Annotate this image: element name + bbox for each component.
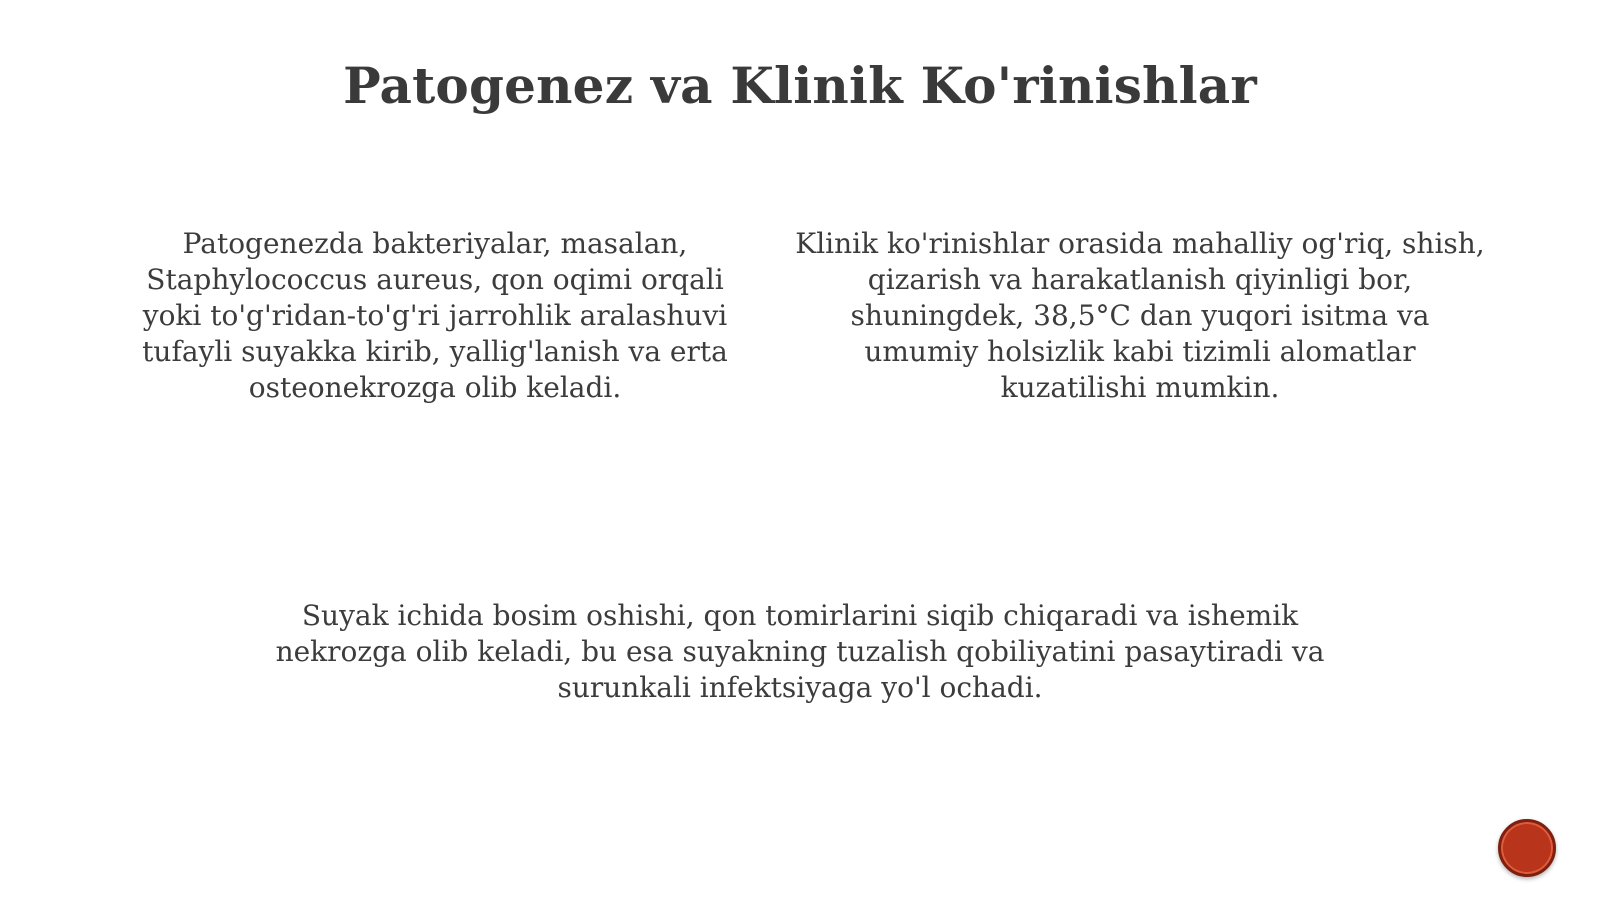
slide-title: Patogenez va Klinik Ko'rinishlar: [343, 56, 1257, 115]
pathogenesis-text: Patogenezda bakteriyalar, masalan, Staphylococcus aureus, qon oqimi orqali yoki to'g'ridan-to'g'ri jarrohlik aralashuvi tufayli suyakka kirib, yallig'lanish va erta osteonekrozga olib keladi.: [142, 227, 728, 404]
ischemic-necrosis-text: Suyak ichida bosim oshishi, qon tomirlarini siqib chiqaradi va ishemik nekrozga olib keladi, bu esa suyakning tuzalish qobiliyatini pasaytiradi va surunkali infektsiyaga yo'l ochadi.: [275, 599, 1325, 704]
clinical-signs-text: Klinik ko'rinishlar orasida mahalliy og'riq, shish, qizarish va harakatlanish qiyinligi bor, shuningdek, 38,5°C dan yuqori isitma va umumiy holsizlik kabi tizimli alomatlar kuzatilishi mumkin.: [795, 227, 1485, 404]
red-circle-icon[interactable]: [1498, 819, 1556, 877]
